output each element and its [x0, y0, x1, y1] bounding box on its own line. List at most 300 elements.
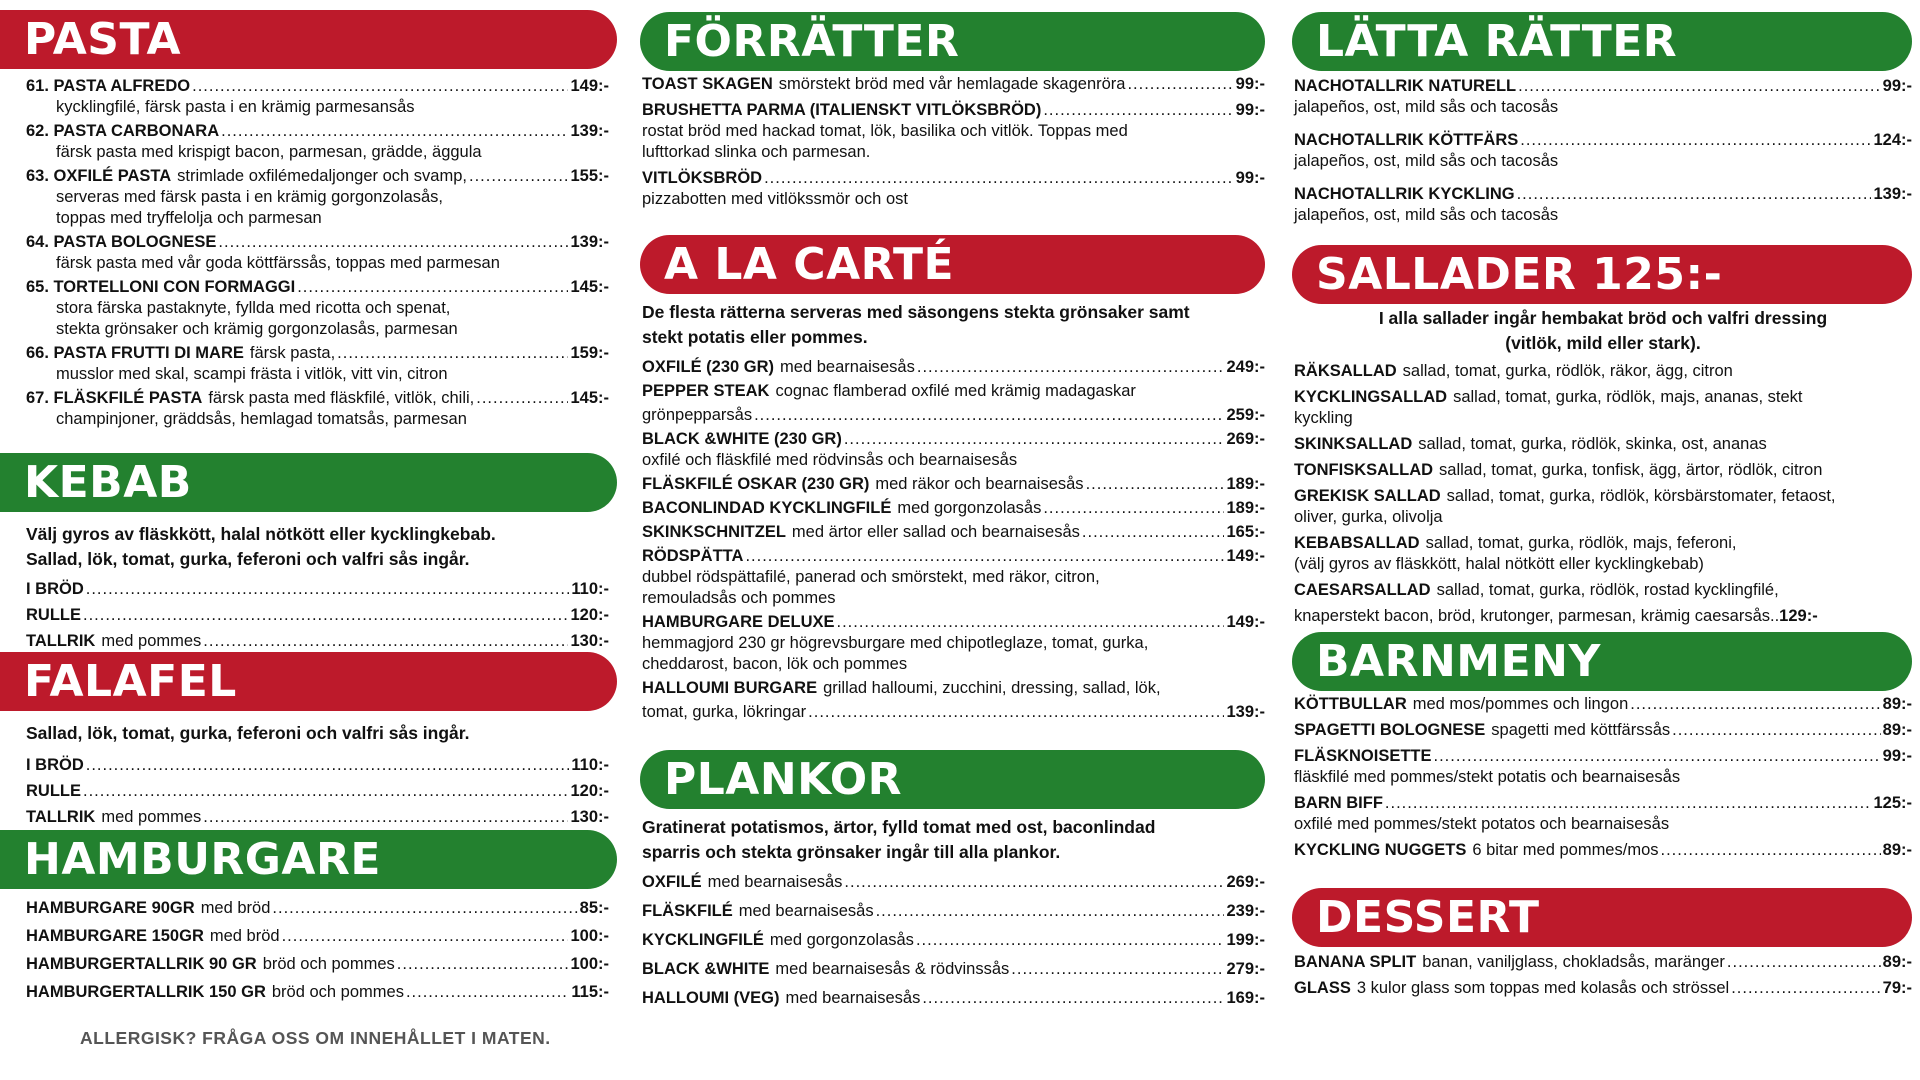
item-name: HAMBURGARE 150GR — [26, 927, 204, 945]
item-description: strimlade oxfilémedaljonger och svamp, — [177, 167, 467, 185]
item-subtext: färsk pasta med krispigt bacon, parmesan, grädde, äggula — [56, 143, 482, 161]
menu-item-row — [26, 165, 609, 187]
menu-item-row — [1294, 433, 1912, 455]
item-subtext: kyckling — [1294, 409, 1353, 427]
menu-item — [1294, 792, 1912, 835]
item-name: BARN BIFF — [1294, 794, 1383, 812]
item-name: PEPPER STEAK — [642, 382, 770, 400]
item-description: bröd och pommes — [271, 983, 404, 1001]
forratter-items — [640, 71, 1265, 210]
item-name: OXFILÉ (230 GR) — [642, 358, 775, 376]
menu-item — [26, 630, 609, 652]
dot-leader — [1672, 719, 1881, 741]
item-price: 269:- — [1226, 430, 1265, 448]
menu-item — [642, 73, 1265, 95]
item-price: 149:- — [1226, 613, 1265, 631]
item-name: SKINKSALLAD — [1294, 435, 1413, 453]
section-title-kebab: KEBAB — [0, 453, 617, 512]
item-name: HAMBURGERTALLRIK 150 GR — [26, 983, 266, 1001]
dot-leader — [917, 356, 1225, 378]
item-subtext: kycklingfilé, färsk pasta i en krämig parmesansås — [56, 98, 415, 116]
menu-item — [642, 677, 1265, 699]
item-price: 155:- — [570, 167, 609, 185]
item-name: BACONLINDAD KYCKLINGFILÉ — [642, 499, 892, 517]
dot-leader — [83, 604, 568, 626]
menu-item-row — [1294, 485, 1912, 507]
item-price: 99:- — [1235, 75, 1265, 93]
menu-item-row — [642, 521, 1265, 543]
item-description: sallad, tomat, gurka, rödlök, majs, ananas, stekt — [1453, 388, 1803, 406]
alacarte-intro-line: De flesta rätterna serveras med säsongens stekta grönsaker samt — [642, 302, 1190, 322]
menu-item — [642, 497, 1265, 519]
item-price: 100:- — [570, 955, 609, 973]
item-name: RULLE — [26, 606, 81, 624]
kebab-items — [0, 512, 617, 652]
menu-item — [642, 167, 1265, 210]
menu-item — [1294, 433, 1912, 455]
item-description: med bröd — [200, 899, 271, 917]
menu-item — [642, 929, 1265, 951]
dot-leader — [1043, 99, 1233, 121]
menu-item — [26, 925, 609, 947]
item-price: 269:- — [1226, 873, 1265, 891]
dot-leader — [745, 545, 1224, 567]
menu-item — [642, 871, 1265, 893]
menu-item — [26, 75, 609, 118]
menu-item-row — [642, 73, 1265, 95]
menu-item — [26, 120, 609, 163]
item-price: 89:- — [1882, 841, 1912, 859]
menu-item — [642, 900, 1265, 922]
item-name: BANANA SPLIT — [1294, 953, 1417, 971]
item-name: FLÄSKFILÉ OSKAR (230 GR) — [642, 475, 870, 493]
dot-leader — [1731, 977, 1880, 999]
menu-item-row — [26, 897, 609, 919]
dot-leader — [1661, 839, 1881, 861]
dot-leader — [1011, 958, 1224, 980]
menu-item-row — [26, 754, 609, 776]
item-description: med bearnaisesås — [738, 902, 874, 920]
item-name: HALLOUMI (VEG) — [642, 989, 780, 1007]
menu-item-row — [26, 953, 609, 975]
menu-item-row — [642, 404, 1265, 426]
item-price: 120:- — [570, 782, 609, 800]
section-title-dessert: DESSERT — [1292, 888, 1912, 947]
item-name: TOAST SKAGEN — [642, 75, 773, 93]
latta-section — [1292, 12, 1912, 237]
section-title-sallader: SALLADER 125:- — [1292, 245, 1912, 304]
item-price: 169:- — [1226, 989, 1265, 1007]
item-subtext: cheddarost, bacon, lök och pommes — [642, 655, 908, 673]
dot-leader — [1520, 129, 1871, 151]
menu-item-row — [1294, 532, 1912, 554]
menu-item-row — [642, 167, 1265, 189]
item-price: 125:- — [1873, 794, 1912, 812]
section-title-plankor: PLANKOR — [640, 750, 1265, 809]
menu-item — [26, 342, 609, 385]
menu-item — [642, 356, 1265, 378]
sallader-intro — [1294, 306, 1912, 356]
item-subtext: toppas med tryffelolja och parmesan — [56, 209, 322, 227]
kebab-intro — [26, 522, 609, 572]
item-name: TONFISKSALLAD — [1294, 461, 1434, 479]
item-name: TALLRIK — [26, 632, 96, 650]
menu-item — [1294, 75, 1912, 118]
item-description: färsk pasta, — [249, 344, 336, 362]
menu-item — [642, 958, 1265, 980]
menu-item — [1294, 579, 1912, 601]
menu-item — [1294, 532, 1912, 575]
item-name: I BRÖD — [26, 580, 84, 598]
dot-leader — [876, 900, 1225, 922]
dessert-items — [1292, 947, 1912, 999]
dot-leader — [203, 630, 568, 652]
item-name: NACHOTALLRIK KÖTTFÄRS — [1294, 131, 1519, 149]
menu-item-row — [26, 780, 609, 802]
dot-leader — [837, 611, 1225, 633]
alacarte-intro-line: stekt potatis eller pommes. — [642, 327, 868, 347]
item-description: med bearnaisesås & rödvinssås — [775, 960, 1010, 978]
menu-item-row — [26, 342, 609, 364]
dot-leader — [1434, 745, 1881, 767]
item-price: 99:- — [1882, 747, 1912, 765]
alacarte-section — [640, 235, 1265, 725]
menu-item-row — [642, 701, 1265, 723]
menu-item — [1294, 485, 1912, 528]
item-name: 62. PASTA CARBONARA — [26, 122, 220, 140]
item-description: spagetti med köttfärssås — [1491, 721, 1671, 739]
menu-item — [642, 545, 1265, 609]
dot-leader — [203, 806, 568, 828]
plankor-section — [640, 750, 1265, 1016]
falafel-items — [0, 711, 617, 828]
item-description: sallad, tomat, gurka, rödlök, skinka, ost, ananas — [1418, 435, 1767, 453]
menu-item — [1294, 977, 1912, 999]
item-price: 129:- — [1779, 607, 1818, 625]
item-price: 189:- — [1226, 475, 1265, 493]
item-price: 145:- — [570, 389, 609, 407]
dot-leader — [337, 342, 568, 364]
dot-leader — [1082, 521, 1225, 543]
dot-leader — [764, 167, 1234, 189]
menu-item-row — [642, 677, 1265, 699]
item-name: I BRÖD — [26, 756, 84, 774]
menu-item-row — [1294, 75, 1912, 97]
menu-item — [26, 276, 609, 340]
item-price: 149:- — [1226, 547, 1265, 565]
item-description: med bearnaisesås — [780, 358, 915, 376]
menu-item-row — [26, 981, 609, 1003]
item-description: med gorgonzolasås — [769, 931, 914, 949]
item-name: HAMBURGARE DELUXE — [642, 613, 835, 631]
item-subtext: stora färska pastaknyte, fyllda med ricotta och spenat, — [56, 299, 451, 317]
item-name: HAMBURGARE 90GR — [26, 899, 195, 917]
item-price: 120:- — [570, 606, 609, 624]
item-subtext: oxfilé med pommes/stekt potatos och bearnaisesås — [1294, 815, 1670, 833]
menu-item-row — [26, 630, 609, 652]
dot-leader — [922, 987, 1224, 1009]
item-name: NACHOTALLRIK NATURELL — [1294, 77, 1517, 95]
item-name: RULLE — [26, 782, 81, 800]
item-subtext: rostat bröd med hackad tomat, lök, basilika och vitlök. Toppas med — [642, 122, 1128, 140]
item-description: med pommes — [101, 632, 202, 650]
item-price: 124:- — [1873, 131, 1912, 149]
menu-item-row — [642, 611, 1265, 633]
menu-item-row — [1294, 386, 1912, 408]
item-price: 89:- — [1882, 953, 1912, 971]
dot-leader — [406, 981, 569, 1003]
item-price: 249:- — [1226, 358, 1265, 376]
item-price: 199:- — [1226, 931, 1265, 949]
dot-leader — [83, 780, 568, 802]
item-description: knaperstekt bacon, bröd, krutonger, parmesan, krämig caesarsås.. — [1294, 607, 1780, 625]
menu-item — [26, 754, 609, 776]
item-price: 89:- — [1882, 695, 1912, 713]
item-price: 99:- — [1235, 101, 1265, 119]
menu-item-row — [1294, 459, 1912, 481]
section-title-barnmeny: BARNMENY — [1292, 632, 1912, 691]
item-description: med pommes — [101, 808, 202, 826]
menu-item — [26, 806, 609, 828]
section-title-alacarte: A LA CARTÉ — [640, 235, 1265, 294]
menu-item — [1294, 129, 1912, 172]
kebab-intro-line: Välj gyros av fläskkött, halal nötkött eller kycklingkebab. — [26, 524, 496, 544]
section-title-latta-ratter: LÄTTA RÄTTER — [1292, 12, 1912, 71]
item-price: 89:- — [1882, 721, 1912, 739]
barnmeny-items — [1292, 691, 1912, 861]
item-name: KYCKLINGSALLAD — [1294, 388, 1448, 406]
dot-leader — [916, 929, 1225, 951]
menu-item — [642, 473, 1265, 495]
item-description: färsk pasta med fläskfilé, vitlök, chili, — [208, 389, 475, 407]
menu-item-row — [26, 231, 609, 253]
dot-leader — [844, 871, 1224, 893]
menu-item — [26, 387, 609, 430]
menu-item — [642, 99, 1265, 163]
item-name: SKINKSCHNITZEL — [642, 523, 786, 541]
dot-leader — [221, 120, 568, 142]
item-description: cognac flamberad oxfilé med krämig madagaskar — [775, 382, 1136, 400]
item-name: FLÄSKNOISETTE — [1294, 747, 1432, 765]
menu-item — [26, 953, 609, 975]
item-subtext: jalapeños, ost, mild sås och tacosås — [1294, 152, 1559, 170]
allergy-note: ALLERGISK? FRÅGA OSS OM INNEHÅLLET I MATEN. — [80, 1028, 551, 1048]
item-price: 130:- — [570, 632, 609, 650]
item-name: 63. OXFILÉ PASTA — [26, 167, 172, 185]
pasta-items — [0, 69, 617, 430]
menu-item-row — [26, 387, 609, 409]
dot-leader — [476, 387, 568, 409]
item-subtext: (välj gyros av fläskkött, halal nötkött eller kycklingkebab) — [1294, 555, 1704, 573]
dessert-section — [1292, 888, 1912, 1003]
section-title-pasta: PASTA — [0, 10, 617, 69]
dot-leader — [469, 165, 568, 187]
item-price: 189:- — [1226, 499, 1265, 517]
dot-leader — [218, 231, 568, 253]
menu-item — [642, 701, 1265, 723]
hamburgare-section — [0, 830, 617, 1009]
menu-item — [642, 521, 1265, 543]
plankor-intro-line: Gratinerat potatismos, ärtor, fylld tomat med ost, baconlindad — [642, 817, 1156, 837]
dot-leader — [808, 701, 1224, 723]
item-subtext: jalapeños, ost, mild sås och tacosås — [1294, 206, 1559, 224]
dot-leader — [844, 428, 1225, 450]
dot-leader — [1517, 183, 1872, 205]
menu-item — [642, 404, 1265, 426]
menu-item-row — [642, 356, 1265, 378]
item-name: 67. FLÄSKFILÉ PASTA — [26, 389, 203, 407]
item-subtext: jalapeños, ost, mild sås och tacosås — [1294, 98, 1559, 116]
barnmeny-section — [1292, 632, 1912, 865]
menu-item-row — [642, 473, 1265, 495]
dot-leader — [1385, 792, 1872, 814]
item-subtext: stekta grönsaker och krämig gorgonzolasås, parmesan — [56, 320, 458, 338]
item-name: NACHOTALLRIK KYCKLING — [1294, 185, 1515, 203]
item-subtext: oliver, gurka, olivolja — [1294, 508, 1443, 526]
item-name: 66. PASTA FRUTTI DI MARE — [26, 344, 244, 362]
forratter-section — [640, 12, 1265, 214]
item-description: grillad halloumi, zucchini, dressing, sallad, lök, — [823, 679, 1161, 697]
item-subtext: remouladsås och pommes — [642, 589, 836, 607]
dot-leader — [86, 578, 570, 600]
item-description: 3 kulor glass som toppas med kolasås och strössel — [1356, 979, 1730, 997]
item-name: KYCKLINGFILÉ — [642, 931, 764, 949]
alacarte-intro — [642, 300, 1265, 350]
item-price: 139:- — [570, 122, 609, 140]
item-description: med mos/pommes och lingon — [1412, 695, 1629, 713]
menu-item-row — [1294, 360, 1912, 382]
item-name: SPAGETTI BOLOGNESE — [1294, 721, 1486, 739]
item-price: 79:- — [1882, 979, 1912, 997]
menu-item — [642, 611, 1265, 675]
menu-item-row — [642, 987, 1265, 1009]
dot-leader — [1518, 75, 1881, 97]
item-name: HALLOUMI BURGARE — [642, 679, 818, 697]
item-name: KÖTTBULLAR — [1294, 695, 1407, 713]
item-description: med ärtor eller sallad och bearnaisesås — [791, 523, 1080, 541]
menu-item-row — [1294, 719, 1912, 741]
hamburgare-items — [0, 889, 617, 1003]
menu-item-row — [1294, 792, 1912, 814]
menu-item — [1294, 745, 1912, 788]
plankor-intro — [642, 815, 1265, 865]
section-title-falafel: FALAFEL — [0, 652, 617, 711]
item-name: GREKISK SALLAD — [1294, 487, 1441, 505]
item-name: CAESARSALLAD — [1294, 581, 1431, 599]
kebab-section — [0, 453, 617, 656]
item-name: VITLÖKSBRÖD — [642, 169, 763, 187]
item-description: smörstekt bröd med vår hemlagade skagenröra — [778, 75, 1126, 93]
item-subtext: musslor med skal, scampi frästa i vitlök, vitt vin, citron — [56, 365, 448, 383]
menu-item-row — [26, 120, 609, 142]
item-description: sallad, tomat, gurka, rödlök, majs, feferoni, — [1425, 534, 1737, 552]
menu-item — [26, 981, 609, 1003]
menu-item-row — [26, 604, 609, 626]
menu-item-row — [26, 276, 609, 298]
item-price: 139:- — [1873, 185, 1912, 203]
dot-leader — [754, 404, 1224, 426]
plankor-intro-line: sparris och stekta grönsaker ingår till alla plankor. — [642, 842, 1061, 862]
item-description: sallad, tomat, gurka, rödlök, rostad kycklingfilé, — [1436, 581, 1779, 599]
menu-item-row — [1294, 579, 1912, 601]
kebab-intro-line: Sallad, lök, tomat, gurka, feferoni och valfri sås ingår. — [26, 549, 470, 569]
falafel-intro: Sallad, lök, tomat, gurka, feferoni och valfri sås ingår. — [26, 723, 470, 743]
menu-item — [1294, 360, 1912, 382]
item-name: RÖDSPÄTTA — [642, 547, 744, 565]
dot-leader — [1043, 497, 1224, 519]
item-description: med bröd — [209, 927, 280, 945]
item-description: banan, vaniljglass, chokladsås, maränger — [1422, 953, 1725, 971]
sallader-intro-line: (vitlök, mild eller stark). — [1505, 333, 1701, 353]
menu-item-row — [642, 871, 1265, 893]
menu-item — [1294, 839, 1912, 861]
item-subtext: oxfilé och fläskfilé med rödvinsås och bearnaisesås — [642, 451, 1018, 469]
dot-leader — [86, 754, 570, 776]
menu-item — [26, 897, 609, 919]
menu-item — [1294, 693, 1912, 715]
item-price: 130:- — [570, 808, 609, 826]
item-price: 159:- — [570, 344, 609, 362]
item-name: GLASS — [1294, 979, 1351, 997]
menu-item-row — [1294, 183, 1912, 205]
item-name: 64. PASTA BOLOGNESE — [26, 233, 217, 251]
menu-item-row — [642, 900, 1265, 922]
item-subtext: dubbel rödspättafilé, panerad och smörstekt, med räkor, citron, — [642, 568, 1100, 586]
item-subtext: serveras med färsk pasta i en krämig gorgonzolasås, — [56, 188, 444, 206]
item-name: 65. TORTELLONI CON FORMAGGI — [26, 278, 296, 296]
menu-item — [26, 604, 609, 626]
dot-leader — [1086, 473, 1225, 495]
menu-item — [642, 428, 1265, 471]
item-price: 115:- — [571, 983, 609, 1001]
item-subtext: färsk pasta med vår goda köttfärssås, toppas med parmesan — [56, 254, 500, 272]
menu-item-row — [1294, 951, 1912, 973]
menu-item — [1294, 183, 1912, 226]
item-name: KEBABSALLAD — [1294, 534, 1420, 552]
item-description: 6 bitar med pommes/mos — [1472, 841, 1659, 859]
dot-leader — [1630, 693, 1880, 715]
item-description: sallad, tomat, gurka, tonfisk, ägg, ärtor, rödlök, citron — [1439, 461, 1823, 479]
item-price: 99:- — [1882, 77, 1912, 95]
item-price: 259:- — [1226, 406, 1265, 424]
item-price: 100:- — [570, 927, 609, 945]
menu-item-row — [26, 806, 609, 828]
item-name: BLACK &WHITE — [642, 960, 770, 978]
dot-leader — [1727, 951, 1881, 973]
menu-item-row — [642, 545, 1265, 567]
item-price: 139:- — [1226, 703, 1265, 721]
pasta-section — [0, 10, 617, 432]
menu-item-row — [1294, 129, 1912, 151]
menu-item — [1294, 386, 1912, 429]
menu-item — [26, 165, 609, 229]
menu-item-row — [1294, 839, 1912, 861]
item-description: sallad, tomat, gurka, rödlök, körsbärstomater, fetaost, — [1446, 487, 1836, 505]
latta-items — [1292, 71, 1912, 226]
item-price: 99:- — [1235, 169, 1265, 187]
item-price: 85:- — [579, 899, 609, 917]
item-description: bröd och pommes — [262, 955, 395, 973]
item-price: 110:- — [571, 756, 609, 774]
item-description: med bearnaisesås — [707, 873, 843, 891]
item-price: 145:- — [570, 278, 609, 296]
menu-item — [26, 780, 609, 802]
item-name: KYCKLING NUGGETS — [1294, 841, 1467, 859]
item-price: 149:- — [570, 77, 609, 95]
menu-item-row — [1294, 745, 1912, 767]
item-name: HAMBURGERTALLRIK 90 GR — [26, 955, 257, 973]
dot-leader — [1127, 73, 1233, 95]
